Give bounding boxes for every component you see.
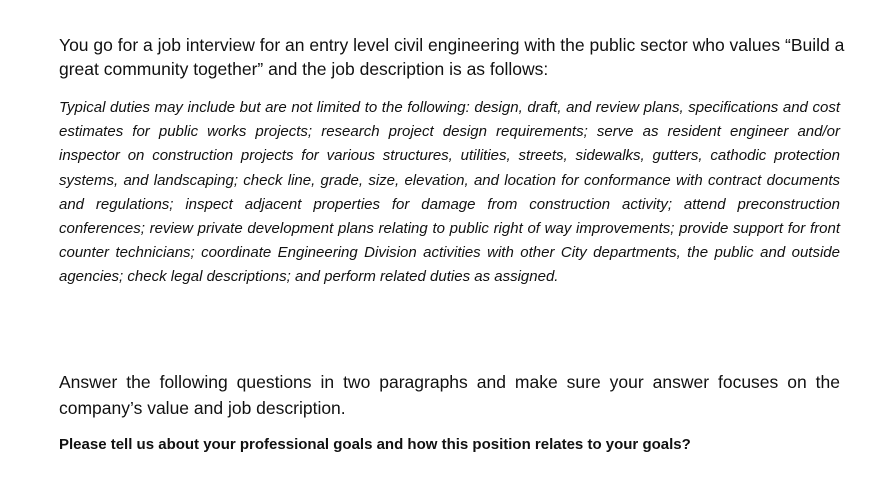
job-duties-paragraph: Typical duties may include but are not limited to the following: design, draft, and review plans, specifications and cost estimates for public works projects; research project design requirements; serve as resident engineer and/or inspector on construction projects for various structures, utilities, streets, sidewalks, gutters, cathodic protection systems, and landscaping; check line, grade, size, elevation, and location for conformance with contract documents and regulations; inspect adjacent properties for damage from construction activity; attend preconstruction conferences; review private development plans relating to public right of way improvements; provide support for front counter technicians; coordinate Engineering Division activities with other City departments, the public and outside agencies; check legal descriptions; and perform related duties as assigned. [59, 99, 840, 286]
intro-paragraph: You go for a job interview for an entry level civil engineering with the public sector who values “Build a great community together” and the job description is as follows: [59, 35, 845, 79]
instructions-paragraph: Answer the following questions in two paragraphs and make sure your answer focuses on the company’s value and job description. [59, 372, 840, 418]
question-text: Please tell us about your professional goals and how this position relates to your goals? [59, 436, 691, 453]
